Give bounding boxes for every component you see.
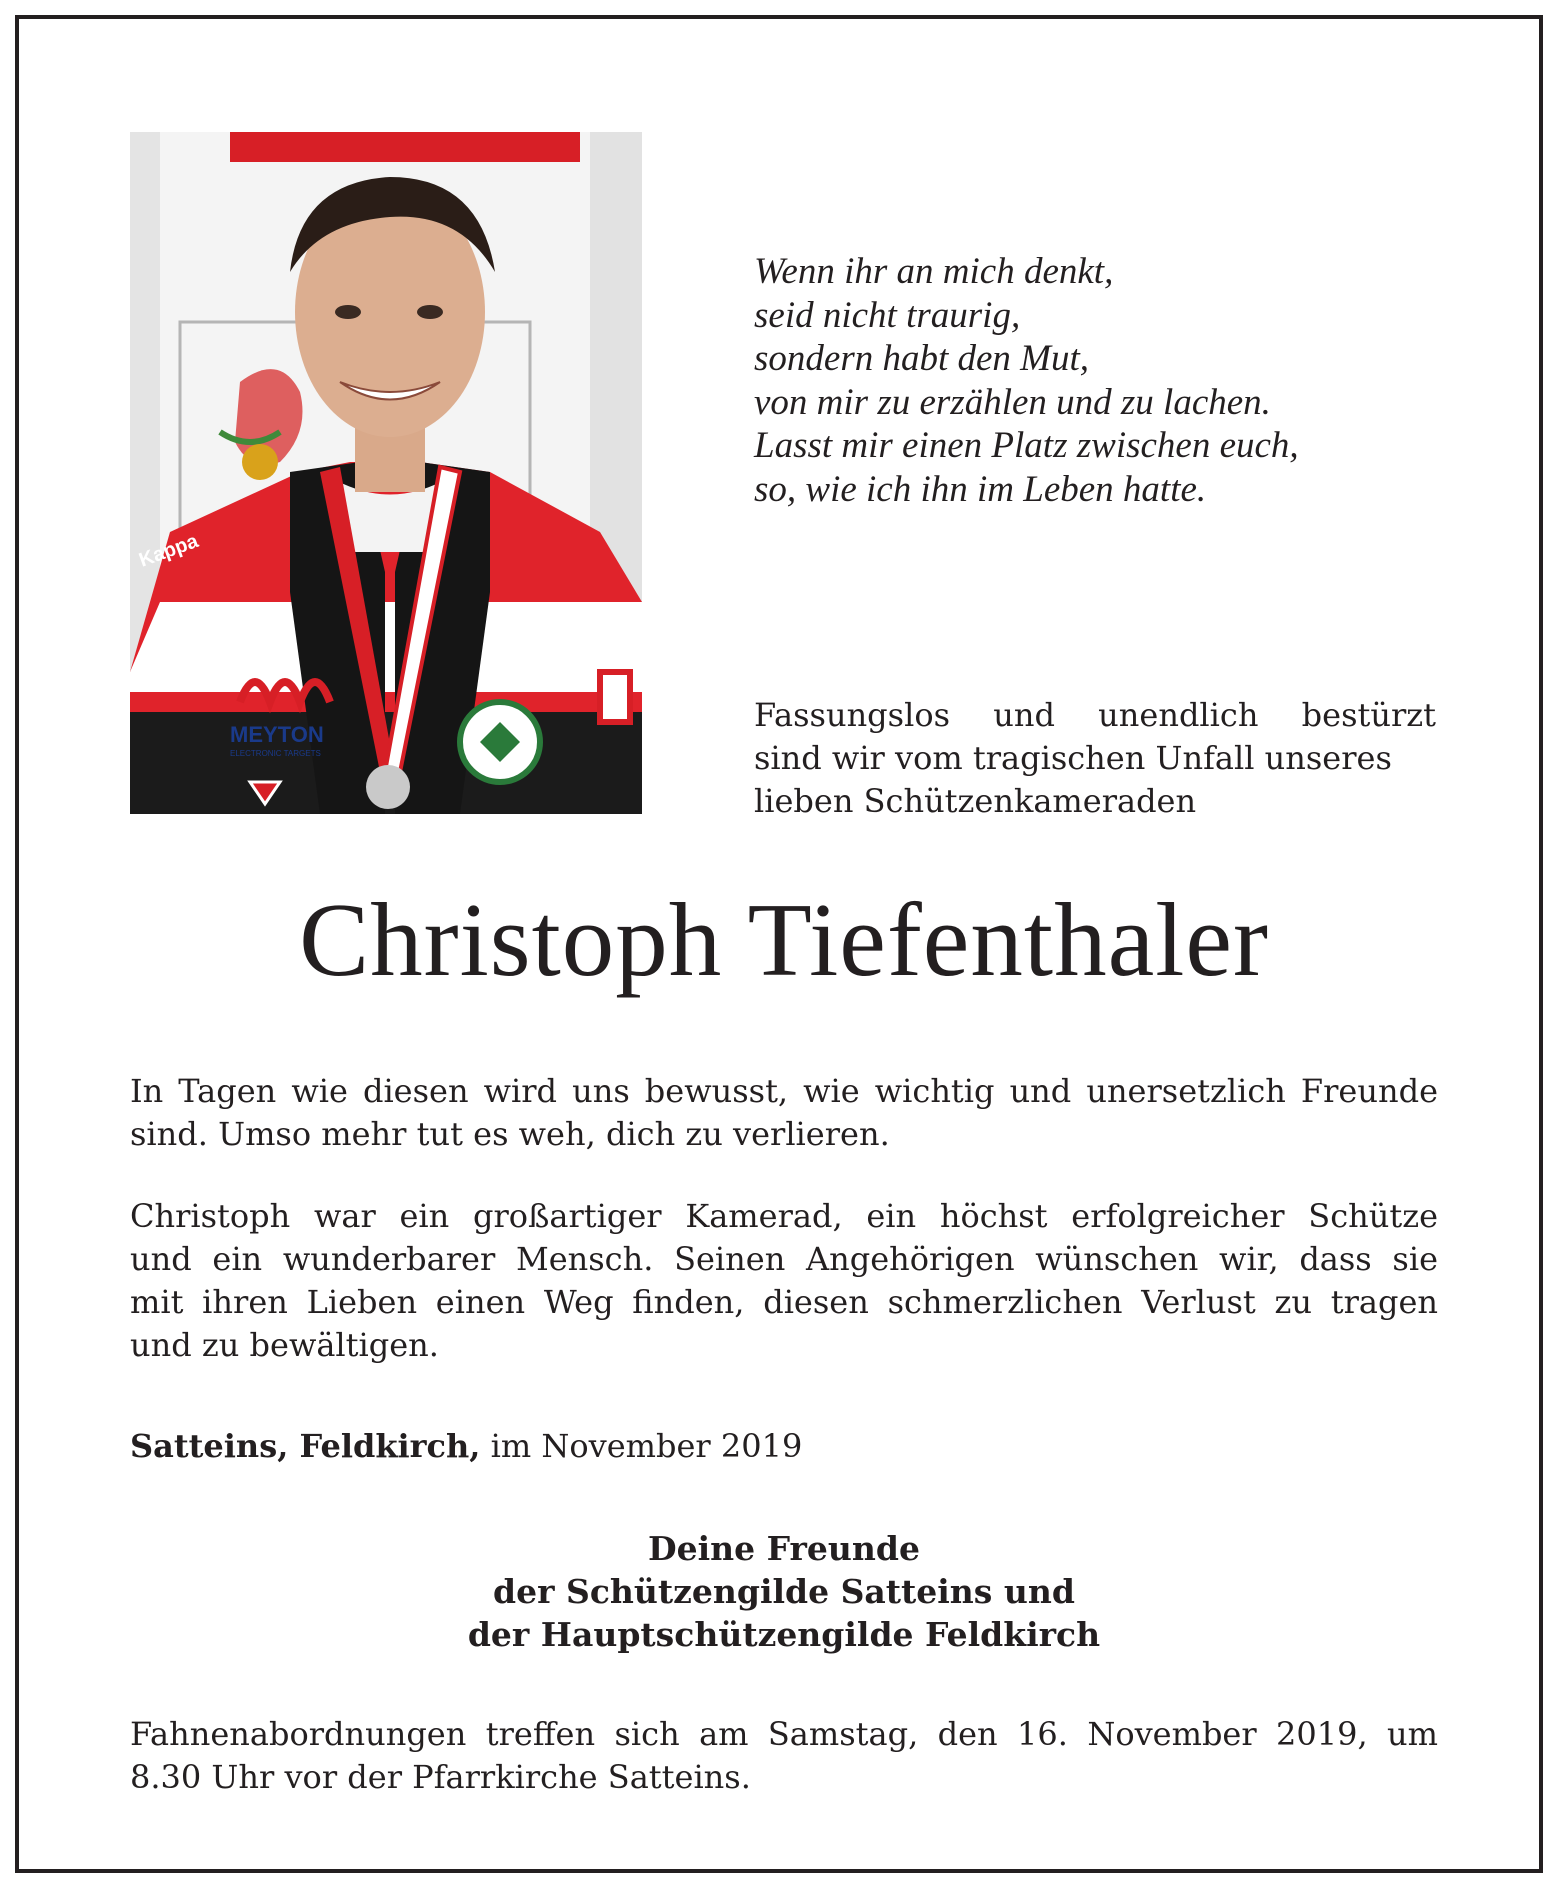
signature-line: Deine Freunde (648, 1529, 920, 1568)
deceased-name: Christoph Tiefenthaler (299, 881, 1269, 998)
paragraph-line: Christoph war ein großartiger Kamerad, ein höchst erfolgreicher Schütze (130, 1197, 1438, 1235)
signature-line: der Schützengilde Satteins und (493, 1572, 1075, 1611)
kappa-logo-text: Kappa (136, 530, 202, 572)
portrait-photo (130, 132, 642, 814)
signature-line: der Hauptschützengilde Feldkirch (467, 1615, 1101, 1654)
poem-line: so, wie ich ihn im Leben hatte. (754, 468, 1207, 510)
signature-block (0, 1527, 1568, 1656)
paragraph-line: mit ihren Lieben einen Weg finden, diesen schmerzlichen Verlust zu tragen (130, 1283, 1438, 1321)
poem-line: Lasst mir einen Platz zwischen euch, (754, 425, 1299, 466)
paragraph-line: und zu bewältigen. (130, 1326, 439, 1364)
paragraph-tribute (130, 1195, 1438, 1367)
poem-line: Wenn ihr an mich denkt, (754, 251, 1114, 292)
sponsor-logo-subtext: ELECTRONIC TARGETS (230, 749, 321, 758)
place-name: Satteins, Feldkirch, (130, 1427, 481, 1465)
poem-line: von mir zu erzählen und zu lachen. (754, 381, 1271, 423)
final-note-line: 8.30 Uhr vor der Pfarrkirche Satteins. (130, 1758, 751, 1796)
place-date (130, 1425, 802, 1468)
sponsor-logo-text: MEYTON (230, 722, 324, 747)
paragraph-line: sind. Umso mehr tut es weh, dich zu verlieren. (130, 1115, 890, 1153)
poem-line: sondern habt den Mut, (754, 338, 1090, 379)
intro-text (754, 694, 1436, 823)
final-note (130, 1713, 1438, 1799)
intro-line: Fassungslos und unendlich bestürzt (754, 696, 1436, 734)
paragraph-line: In Tagen wie diesen wird uns bewusst, wie wichtig und unersetzlich Freunde (130, 1072, 1438, 1110)
intro-line: sind wir vom tragischen Unfall unseres (754, 739, 1392, 777)
final-note-line: Fahnenabordnungen treffen sich am Samstag, den 16. November 2019, um (130, 1715, 1438, 1753)
paragraph-friends (130, 1070, 1438, 1156)
poem (754, 250, 1454, 511)
paragraph-line: und ein wunderbarer Mensch. Seinen Angehörigen wünschen wir, dass sie (130, 1240, 1438, 1278)
date-text: im November 2019 (480, 1427, 803, 1465)
poem-line: seid nicht traurig, (754, 294, 1021, 336)
intro-line: lieben Schützenkameraden (754, 782, 1197, 820)
